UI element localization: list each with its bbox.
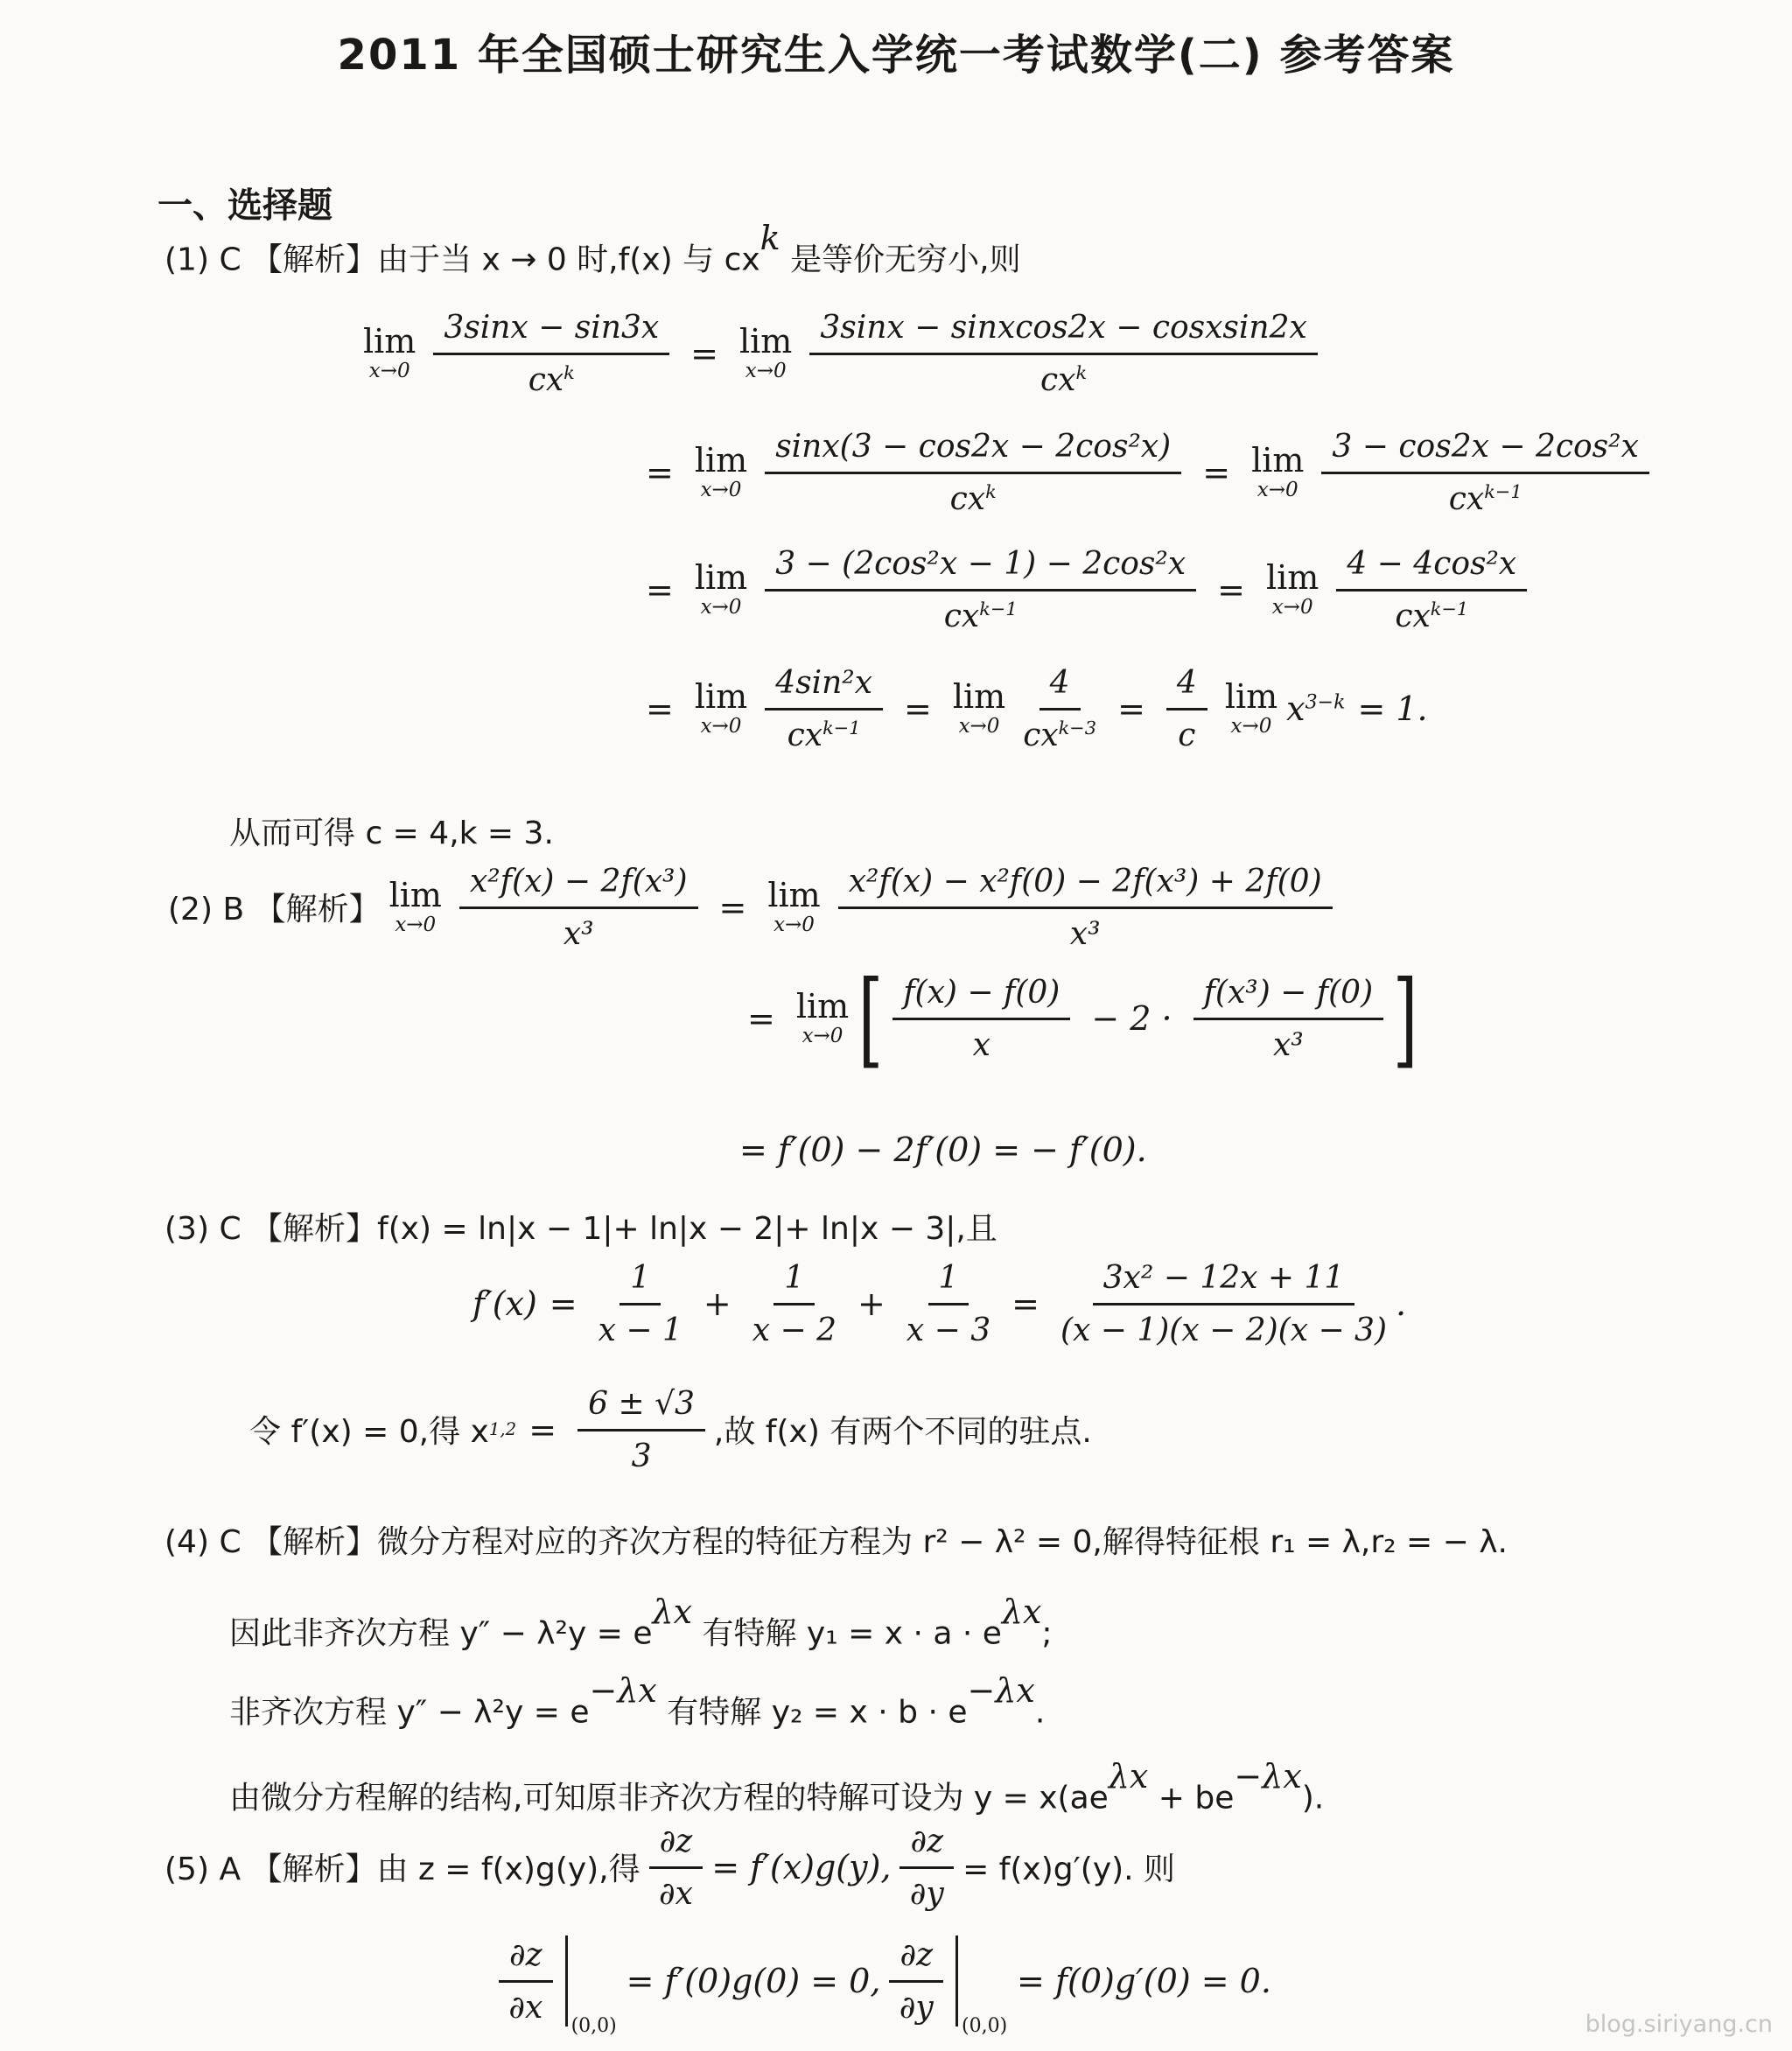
- numerator: 1: [620, 1258, 661, 1306]
- exponent-lambda-x: λx: [1001, 1592, 1042, 1631]
- den-base: cx: [528, 362, 564, 399]
- q3-equation-2: 令 f′(x) = 0,得 x 1,2 = $\frac{6 \pm √3}{3}$ ,故 f(x) 有两个不同的驻点.: [249, 1386, 1092, 1475]
- limit-operator: [1265, 558, 1320, 620]
- den-exponent: k−1: [1484, 481, 1522, 503]
- den-base: cx: [787, 718, 823, 754]
- numerator: 4: [1040, 663, 1081, 710]
- q1-conclusion: [229, 814, 554, 855]
- den-exponent: k−3: [1058, 718, 1097, 739]
- partial-derivative-fraction: [900, 1822, 954, 1913]
- denominator: 3: [631, 1438, 652, 1475]
- fraction: [1023, 663, 1096, 754]
- q4-l3-post: .: [1034, 1694, 1046, 1731]
- limit-operator: [795, 987, 850, 1048]
- q1-equation-1: [354, 308, 1326, 399]
- q3-equation-1: [472, 1258, 1406, 1349]
- lim-subscript: x→0: [958, 715, 1000, 738]
- q5-heading-mid2: = f(x)g′(y). 则: [962, 1852, 1176, 1888]
- numerator: 3 − (2cos²x − 1) − 2cos²x: [765, 544, 1196, 592]
- limit-operator: [363, 322, 416, 383]
- q1-heading-pre: (1) C 【解析】由于当 x → 0 时,f(x) 与 cx: [164, 242, 760, 278]
- numerator: 1: [928, 1258, 970, 1306]
- equals-sign: =: [646, 689, 674, 728]
- numerator: 1: [774, 1258, 815, 1306]
- equals-sign: =: [690, 333, 718, 373]
- lim-label: lim: [363, 322, 416, 361]
- lim-label: lim: [694, 558, 748, 598]
- denominator: [1040, 355, 1087, 398]
- fraction: [765, 663, 883, 754]
- exponent-neg-lambda-x: −λx: [589, 1671, 657, 1710]
- fraction: [752, 1258, 836, 1349]
- numerator: ∂z: [499, 1936, 553, 1983]
- den-exponent: k−1: [1430, 598, 1469, 620]
- q4-line-4: [229, 1757, 1325, 1819]
- q1-heading: [164, 219, 1021, 281]
- exponent-lambda-x: λx: [1108, 1757, 1149, 1796]
- equals-sign: =: [904, 689, 932, 728]
- section-heading: 一、选择题: [158, 186, 332, 226]
- numerator: 3 − cos2x − 2cos²x: [1321, 427, 1648, 474]
- evaluation-point: (0,0): [962, 2014, 1008, 2037]
- lim-label: lim: [1265, 558, 1320, 598]
- evaluation-point: (0,0): [570, 2014, 617, 2037]
- den-exponent: k: [985, 481, 997, 503]
- lim-label: lim: [694, 677, 748, 717]
- lim-label: lim: [694, 441, 748, 480]
- numerator: ∂z: [649, 1822, 704, 1869]
- evaluation-bar: [565, 1936, 617, 2037]
- den-exponent: k−1: [979, 598, 1018, 620]
- q4-l4-pre: 由微分方程解的结构,可知原非齐次方程的特解可设为 y = x(ae: [229, 1780, 1109, 1816]
- lim-subscript: x→0: [700, 596, 742, 620]
- partial-derivative-fraction: [499, 1936, 553, 2026]
- lim-subscript: x→0: [700, 479, 742, 502]
- q4-heading: [164, 1522, 1508, 1564]
- fraction: [1194, 973, 1384, 1064]
- equals-sign: =: [718, 887, 747, 927]
- q3-heading-text: (3) C 【解析】f(x) = ln|x − 1|+ ln|x − 2|+ ln|x − 3|,且: [164, 1211, 998, 1247]
- exponent-neg-lambda-x: −λx: [967, 1671, 1035, 1710]
- numerator: 3sinx − sin3x: [433, 308, 669, 355]
- lim-subscript: x→0: [368, 360, 410, 383]
- limit-operator: [694, 441, 748, 502]
- q4-l4-post: ).: [1301, 1780, 1325, 1816]
- denominator: x − 1: [598, 1312, 682, 1349]
- fraction: [1336, 544, 1527, 635]
- fraction: [765, 427, 1181, 518]
- denominator: x − 2: [752, 1312, 836, 1349]
- exponent-neg-lambda-x: −λx: [1234, 1757, 1302, 1796]
- numerator: 3sinx − sinxcos2x − cosxsin2x: [809, 308, 1317, 355]
- denominator: [1449, 474, 1522, 517]
- exponent-lambda-x: λx: [652, 1592, 693, 1631]
- lim-subscript: x→0: [1230, 715, 1272, 738]
- fraction: [809, 308, 1317, 399]
- fraction: [1166, 663, 1208, 754]
- limit-operator: [767, 878, 820, 935]
- q5-equation-1: [490, 1936, 1271, 2037]
- denominator: ∂x: [508, 1990, 543, 2026]
- denominator: x − 3: [906, 1312, 991, 1349]
- numerator: 4sin²x: [765, 663, 883, 710]
- fraction: [1321, 427, 1648, 518]
- power-exponent: 3−k: [1305, 691, 1346, 714]
- numerator: 4: [1166, 663, 1208, 710]
- q4-l2-pre: 因此非齐次方程 y″ − λ²y = e: [229, 1615, 653, 1652]
- numerator: ∂z: [889, 1936, 943, 1983]
- fraction: [578, 1384, 705, 1475]
- equals-sign: =: [1202, 452, 1231, 492]
- lim-label: lim: [739, 322, 793, 361]
- limit-operator: [952, 677, 1006, 738]
- power-base: x: [1286, 689, 1306, 728]
- den-base: cx: [943, 598, 980, 635]
- den-base: cx: [1040, 362, 1076, 399]
- numerator: f(x) − f(0): [892, 973, 1070, 1020]
- lim-subscript: x→0: [700, 715, 742, 738]
- q5-heading-mid1: = f′(x)g(y),: [711, 1847, 892, 1886]
- fraction: [765, 544, 1196, 635]
- equals-sign: =: [1217, 570, 1245, 609]
- lim-label: lim: [952, 677, 1006, 717]
- lim-subscript: x→0: [1256, 479, 1298, 502]
- equals-sign: =: [1117, 689, 1145, 728]
- numerator: x²f(x) − x²f(0) − 2f(x³) + 2f(0): [838, 862, 1333, 909]
- den-exponent: k: [1075, 362, 1088, 384]
- equals-sign: =: [1012, 1284, 1040, 1323]
- q5-e1-mid2: = f(0)g′(0) = 0.: [1017, 1961, 1271, 2000]
- q1-equation-2: [634, 427, 1658, 518]
- plus-sign: +: [858, 1284, 886, 1323]
- denominator: x³: [1069, 916, 1101, 953]
- q2-equation-3: [739, 1130, 1147, 1169]
- q2-heading-text: (2) B 【解析】: [168, 892, 381, 928]
- limit-operator: [389, 878, 442, 935]
- den-base: cx: [949, 481, 986, 518]
- q4-l2-mid: 有特解 y₁ = x · a · e: [692, 1615, 1002, 1652]
- q1-heading-exponent: k: [760, 219, 780, 257]
- q2-heading-equation: [168, 862, 1341, 953]
- q1-equation-3: [634, 544, 1536, 635]
- denominator: [788, 710, 861, 753]
- denominator: [1023, 710, 1096, 753]
- fraction: [838, 862, 1333, 953]
- den-base: cx: [1395, 598, 1431, 635]
- numerator: 3x² − 12x + 11: [1093, 1258, 1355, 1306]
- numerator: f(x³) − f(0): [1194, 973, 1384, 1020]
- lim-subscript: x→0: [802, 1025, 844, 1048]
- q1-equation-4: [634, 663, 1440, 754]
- denominator: x³: [1272, 1027, 1304, 1064]
- lim-subscript: x→0: [395, 914, 437, 937]
- limit-operator: [694, 677, 748, 738]
- lim-subscript: x→0: [1271, 596, 1313, 620]
- q5-heading-pre: (5) A 【解析】由 z = f(x)g(y),得: [164, 1852, 640, 1888]
- minus-two-dot: − 2 ·: [1091, 998, 1172, 1038]
- den-base: cx: [1448, 481, 1485, 518]
- numerator: sinx(3 − cos2x − 2cos²x): [765, 427, 1181, 474]
- partial-derivative-fraction: [649, 1822, 704, 1913]
- limit-operator: [1251, 441, 1305, 502]
- derivative-lhs: f′(x): [472, 1284, 537, 1323]
- denominator: x³: [563, 916, 594, 953]
- plus-sign: +: [703, 1284, 732, 1323]
- q1-heading-post: 是等价无穷小,则: [780, 242, 1021, 278]
- power-term: [1286, 690, 1345, 728]
- denominator: ∂y: [899, 1990, 934, 2026]
- numerator: 4 − 4cos²x: [1336, 544, 1527, 592]
- denominator: ∂y: [909, 1876, 944, 1913]
- q2-result-text: = f′(0) − 2f′(0) = − f′(0).: [739, 1130, 1147, 1169]
- q5-e1-mid1: = f′(0)g(0) = 0,: [626, 1961, 881, 2000]
- numerator: x²f(x) − 2f(x³): [459, 862, 698, 909]
- limit-operator: [1224, 677, 1278, 738]
- fraction: [906, 1258, 990, 1349]
- q5-heading-equation: [164, 1822, 1175, 1913]
- equals-sign: =: [747, 998, 775, 1038]
- q4-l2-post: ;: [1041, 1615, 1053, 1652]
- equals-sign: =: [646, 570, 674, 609]
- denominator: x: [972, 1027, 990, 1064]
- partial-derivative-fraction: [889, 1936, 943, 2026]
- limit-operator: [739, 322, 793, 383]
- lim-label: lim: [1224, 677, 1278, 717]
- fraction: [892, 973, 1070, 1064]
- limit-operator: [694, 558, 748, 620]
- q4-l3-mid: 有特解 y₂ = x · b · e: [656, 1694, 968, 1731]
- watermark: blog.siriyang.cn: [1585, 2011, 1773, 2038]
- equals-sign: =: [549, 1284, 578, 1323]
- period: .: [1396, 1284, 1407, 1323]
- q3-e2-pre: 令 f′(x) = 0,得 x: [249, 1414, 489, 1451]
- numerator: 6 ± √3: [578, 1384, 705, 1432]
- q4-line-3: [229, 1671, 1046, 1733]
- q1-conclusion-text: 从而可得 c = 4,k = 3.: [229, 816, 554, 851]
- lim-label: lim: [388, 876, 442, 915]
- denominator: [528, 355, 575, 398]
- page-title: 2011 年全国硕士研究生入学统一考试数学(二) 参考答案: [337, 31, 1455, 80]
- denominator: ∂x: [659, 1876, 693, 1913]
- lim-label: lim: [1251, 441, 1305, 480]
- denominator: [944, 592, 1018, 634]
- lim-label: lim: [767, 876, 821, 915]
- equation-result: = 1.: [1357, 689, 1428, 728]
- fraction: [433, 308, 669, 399]
- denominator: (x − 1)(x − 2)(x − 3): [1060, 1312, 1387, 1349]
- denominator: [950, 474, 997, 517]
- equals-sign: =: [646, 452, 674, 492]
- den-exponent: k: [564, 362, 575, 384]
- lim-subscript: x→0: [745, 360, 787, 383]
- fraction: [598, 1258, 682, 1349]
- numerator: ∂z: [900, 1822, 954, 1869]
- lim-label: lim: [795, 987, 850, 1026]
- q3-heading: [164, 1209, 998, 1250]
- q4-l4-mid: + be: [1148, 1780, 1235, 1816]
- fraction: [1060, 1258, 1387, 1349]
- evaluation-bar: [956, 1936, 1008, 2037]
- q4-heading-text: (4) C 【解析】微分方程对应的齐次方程的特征方程为 r² − λ² = 0,解得特征根 r₁ = λ,r₂ = − λ.: [164, 1524, 1508, 1560]
- den-exponent: k−1: [822, 718, 861, 739]
- den-base: cx: [1023, 718, 1059, 754]
- fraction: [459, 862, 698, 953]
- q2-equation-2: = lim x→0 [ $\frac{f(x) - f(0)}{x}$ − 2 · $\frac{\text{f(x³) − f(0)}}{\text{x³}}$ ]: [747, 957, 1418, 1079]
- denominator: [1395, 592, 1468, 634]
- denominator: c: [1178, 718, 1196, 754]
- q4-l3-pre: 非齐次方程 y″ − λ²y = e: [229, 1694, 590, 1731]
- q3-e2-post: ,故 f(x) 有两个不同的驻点.: [713, 1414, 1092, 1451]
- lim-subscript: x→0: [774, 914, 815, 937]
- equals-sign: =: [528, 1410, 557, 1449]
